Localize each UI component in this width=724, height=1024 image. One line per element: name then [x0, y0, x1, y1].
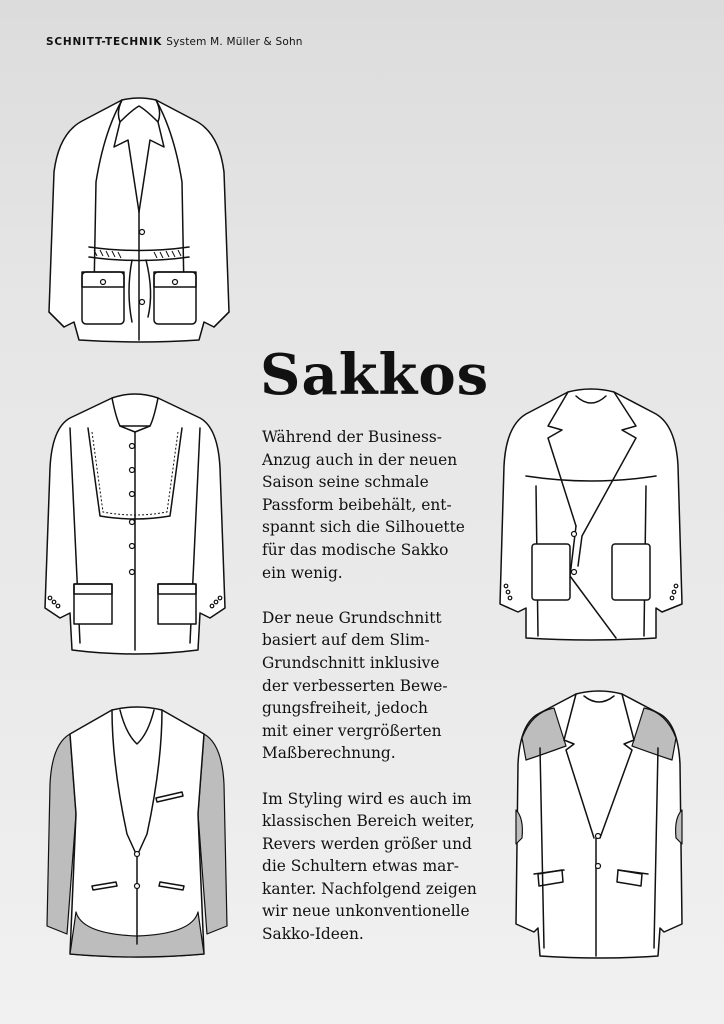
text-line: Anzug auch in der neuen — [262, 450, 458, 469]
text-line: Maßberechnung. — [262, 744, 396, 763]
page-title: Sakkos — [260, 342, 490, 408]
shoulder-patch-jacket-illustration — [514, 688, 684, 962]
text-line: klassischen Bereich weiter, — [262, 812, 475, 831]
paragraph-1 — [262, 426, 492, 584]
text-line: mit einer vergrößerten — [262, 721, 442, 740]
paragraph-3 — [262, 788, 492, 946]
section-kicker: SCHNITT-TECHNIK — [46, 36, 163, 48]
asymmetric-double-breasted-jacket-illustration — [496, 386, 686, 644]
text-line: Im Styling wird es auch im — [262, 789, 472, 808]
text-line: Sakko-Ideen. — [262, 925, 364, 944]
section-subtitle: System M. Müller & Sohn — [166, 36, 303, 48]
text-line: basiert auf dem Slim- — [262, 631, 430, 650]
drawstring-jacket-illustration — [44, 92, 234, 347]
text-line: gungsfreiheit, jedoch — [262, 699, 428, 718]
paragraph-2 — [262, 607, 492, 765]
text-line: die Schultern etwas mar- — [262, 857, 459, 876]
article-body — [262, 426, 492, 968]
text-line: spannt sich die Silhouette — [262, 518, 465, 537]
text-line: Der neue Grundschnitt — [262, 608, 442, 627]
text-line: Grundschnitt inklusive — [262, 653, 440, 672]
text-line: kanter. Nachfolgend zeigen — [262, 879, 477, 898]
text-line: Saison seine schmale — [262, 473, 429, 492]
text-line: für das modische Sakko — [262, 540, 449, 559]
text-line: Während der Business- — [262, 428, 442, 446]
text-line: wir neue unkonventionelle — [262, 902, 470, 921]
page-header — [46, 36, 303, 48]
text-line: der verbesserten Bewe- — [262, 676, 448, 695]
stand-collar-bib-jacket-illustration — [40, 388, 230, 666]
text-line: Revers werden größer und — [262, 834, 472, 853]
text-line: ein wenig. — [262, 563, 343, 582]
text-line: Passform beibehält, ent- — [262, 495, 452, 514]
contrast-sleeve-jacket-illustration — [42, 704, 232, 962]
